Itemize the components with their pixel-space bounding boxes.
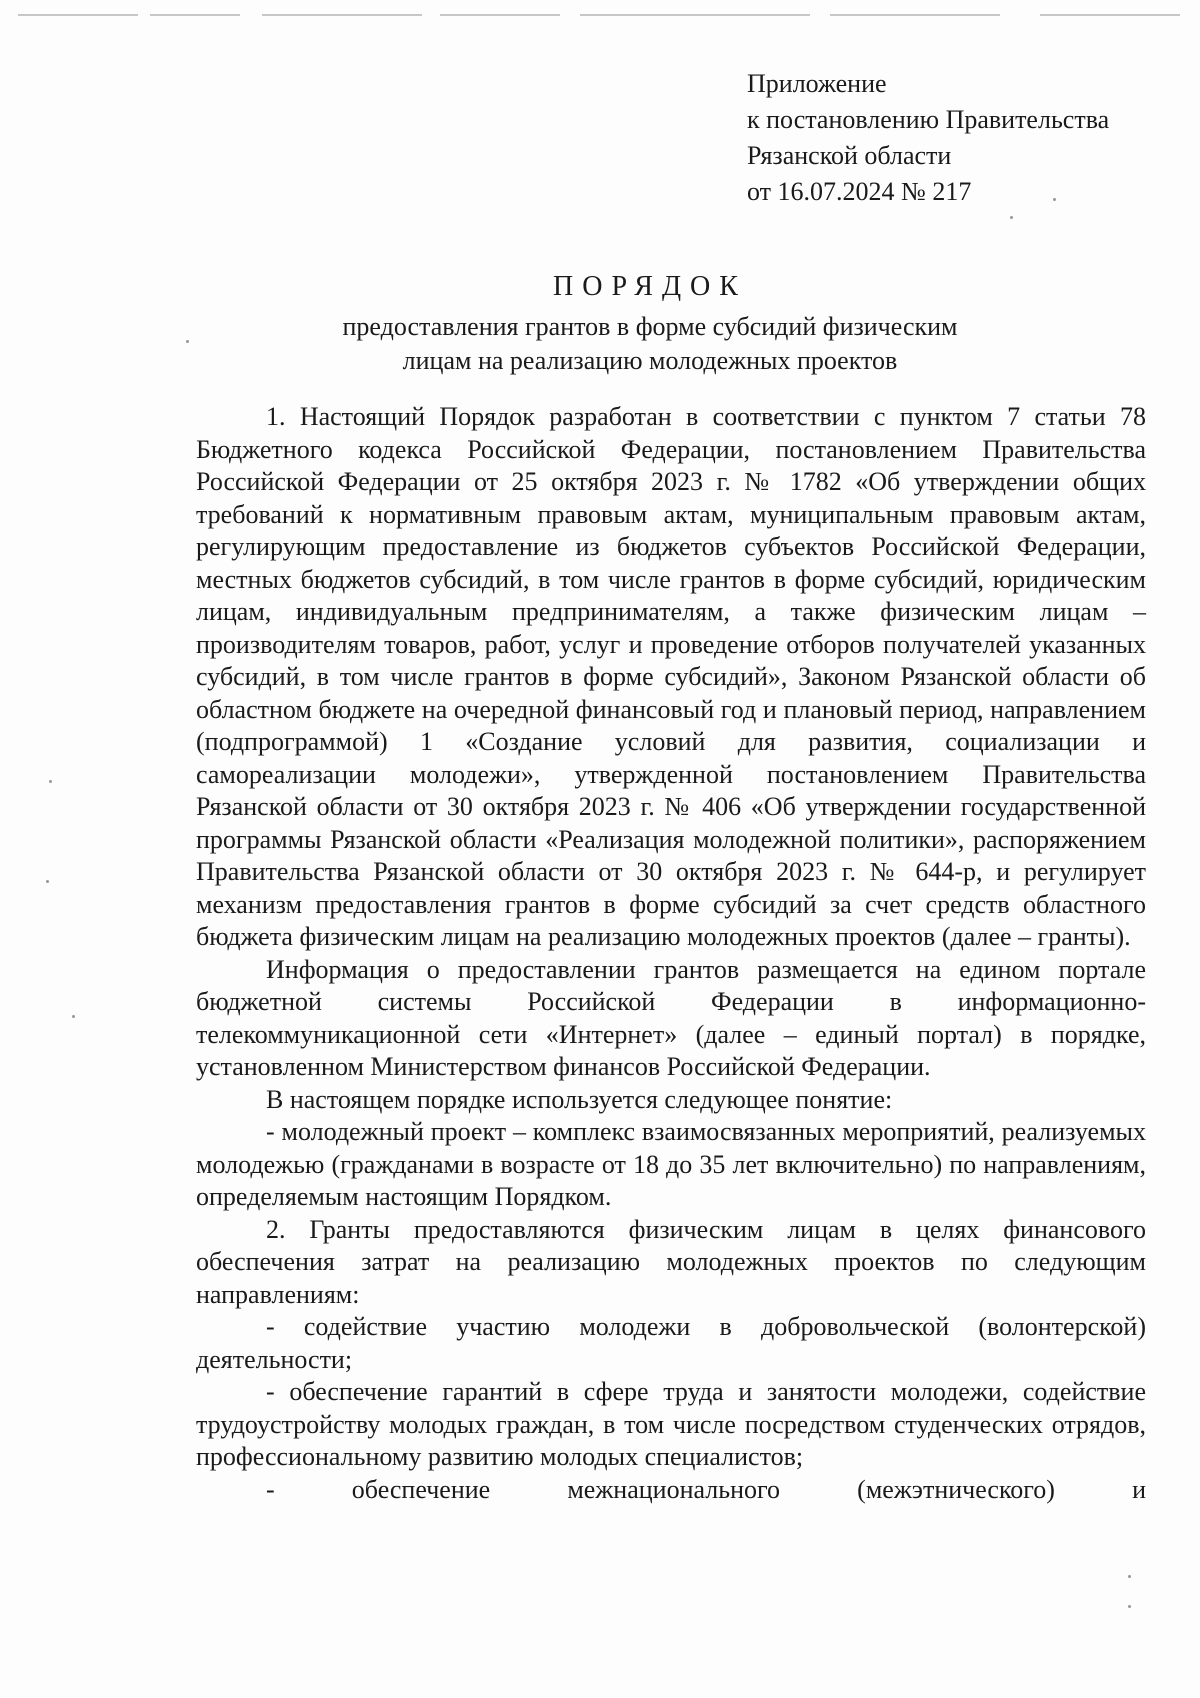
document-title: ПОРЯДОК <box>553 271 747 302</box>
scan-speck <box>46 880 49 883</box>
list-item: - обеспечение гарантий в сфере труда и занятости молодежи, содействие трудоустройству молодых граждан, в том числе посредством студенческих отрядов, профессиональному развитию молодых специалистов; <box>196 1377 1146 1471</box>
document-body <box>196 401 1146 1506</box>
list-item: - содействие участию молодежи в добровольческой (волонтерской) деятельности; <box>196 1312 1146 1374</box>
document-subtitle-line: лицам на реализацию молодежных проектов <box>402 346 898 375</box>
approval-line: Приложение <box>747 69 887 98</box>
scan-speck <box>49 780 52 783</box>
scan-edge-mark <box>580 14 810 16</box>
document-heading <box>150 268 1150 378</box>
paragraph: 1. Настоящий Порядок разработан в соответствии с пунктом 7 статьи 78 Бюджетного кодекса Российской Федерации, постановлением Правительства Российской Федерации от 25 октября 2023 г. № 1782 «Об утверждении общих требований к нормативным правовым актам, муниципальным правовым актам, регулирующим предоставление из бюджетов субъектов Российской Федерации, местных бюджетов субсидий, в том числе грантов в форме субсидий, юридическим лицам, индивидуальным предпринимателям, а также физическим лицам – производителям товаров, работ, услуг и проведение отборов получателей указанных субсидий, в том числе грантов в форме субсидий», Законом Рязанской области об областном бюджете на очередной финансовый год и плановый период, направлением (подпрограммой) 1 «Создание условий для развития, социализации и самореализации молодежи», утвержденной постановлением Правительства Рязанской области от 30 октября 2023 г. № 406 «Об утверждении государственной программы Рязанской области «Реализация молодежной политики», распоряжением Правительства Рязанской области от 30 октября 2023 г. № 644-р, и регулирует механизм предоставления грантов в форме субсидий за счет средств областного бюджета физическим лицам на реализацию молодежных проектов (далее – гранты). <box>196 402 1146 951</box>
approval-line: Рязанской области <box>747 141 952 170</box>
scan-speck <box>72 1015 75 1018</box>
scan-speck <box>1128 1575 1131 1578</box>
document-subtitle-line: предоставления грантов в форме субсидий физическим <box>342 312 958 341</box>
paragraph: Информация о предоставлении грантов размещается на едином портале бюджетной системы Российской Федерации в информационно-телекоммуникационной сети «Интернет» (далее – единый портал) в порядке, установленном Министерством финансов Российской Федерации. <box>196 954 1146 1081</box>
scan-edge-mark <box>830 14 1000 16</box>
approval-date-number: от 16.07.2024 № 217 <box>747 177 972 206</box>
scan-edge-mark <box>440 14 560 16</box>
scan-edge-mark <box>18 14 138 16</box>
paragraph: 2. Гранты предоставляются физическим лицам в целях финансового обеспечения затрат на реализацию молодежных проектов по следующим направлениям: <box>196 1214 1146 1309</box>
scan-edge-mark <box>150 14 240 16</box>
scan-speck <box>1010 216 1013 219</box>
approval-stamp-block <box>747 66 1109 210</box>
scan-edge-mark <box>262 14 422 16</box>
approval-line: к постановлению Правительства <box>747 105 1110 134</box>
list-item: - обеспечение межнационального (межэтнического) и <box>266 1474 1146 1504</box>
scan-speck <box>1128 1605 1131 1608</box>
scan-edge-mark <box>1040 14 1180 16</box>
list-item: - молодежный проект – комплекс взаимосвязанных мероприятий, реализуемых молодежью (гражданами в возрасте от 18 до 35 лет включительно) по направлениям, определяемым настоящим Порядком. <box>196 1117 1146 1211</box>
paragraph: В настоящем порядке используется следующее понятие: <box>266 1084 893 1114</box>
